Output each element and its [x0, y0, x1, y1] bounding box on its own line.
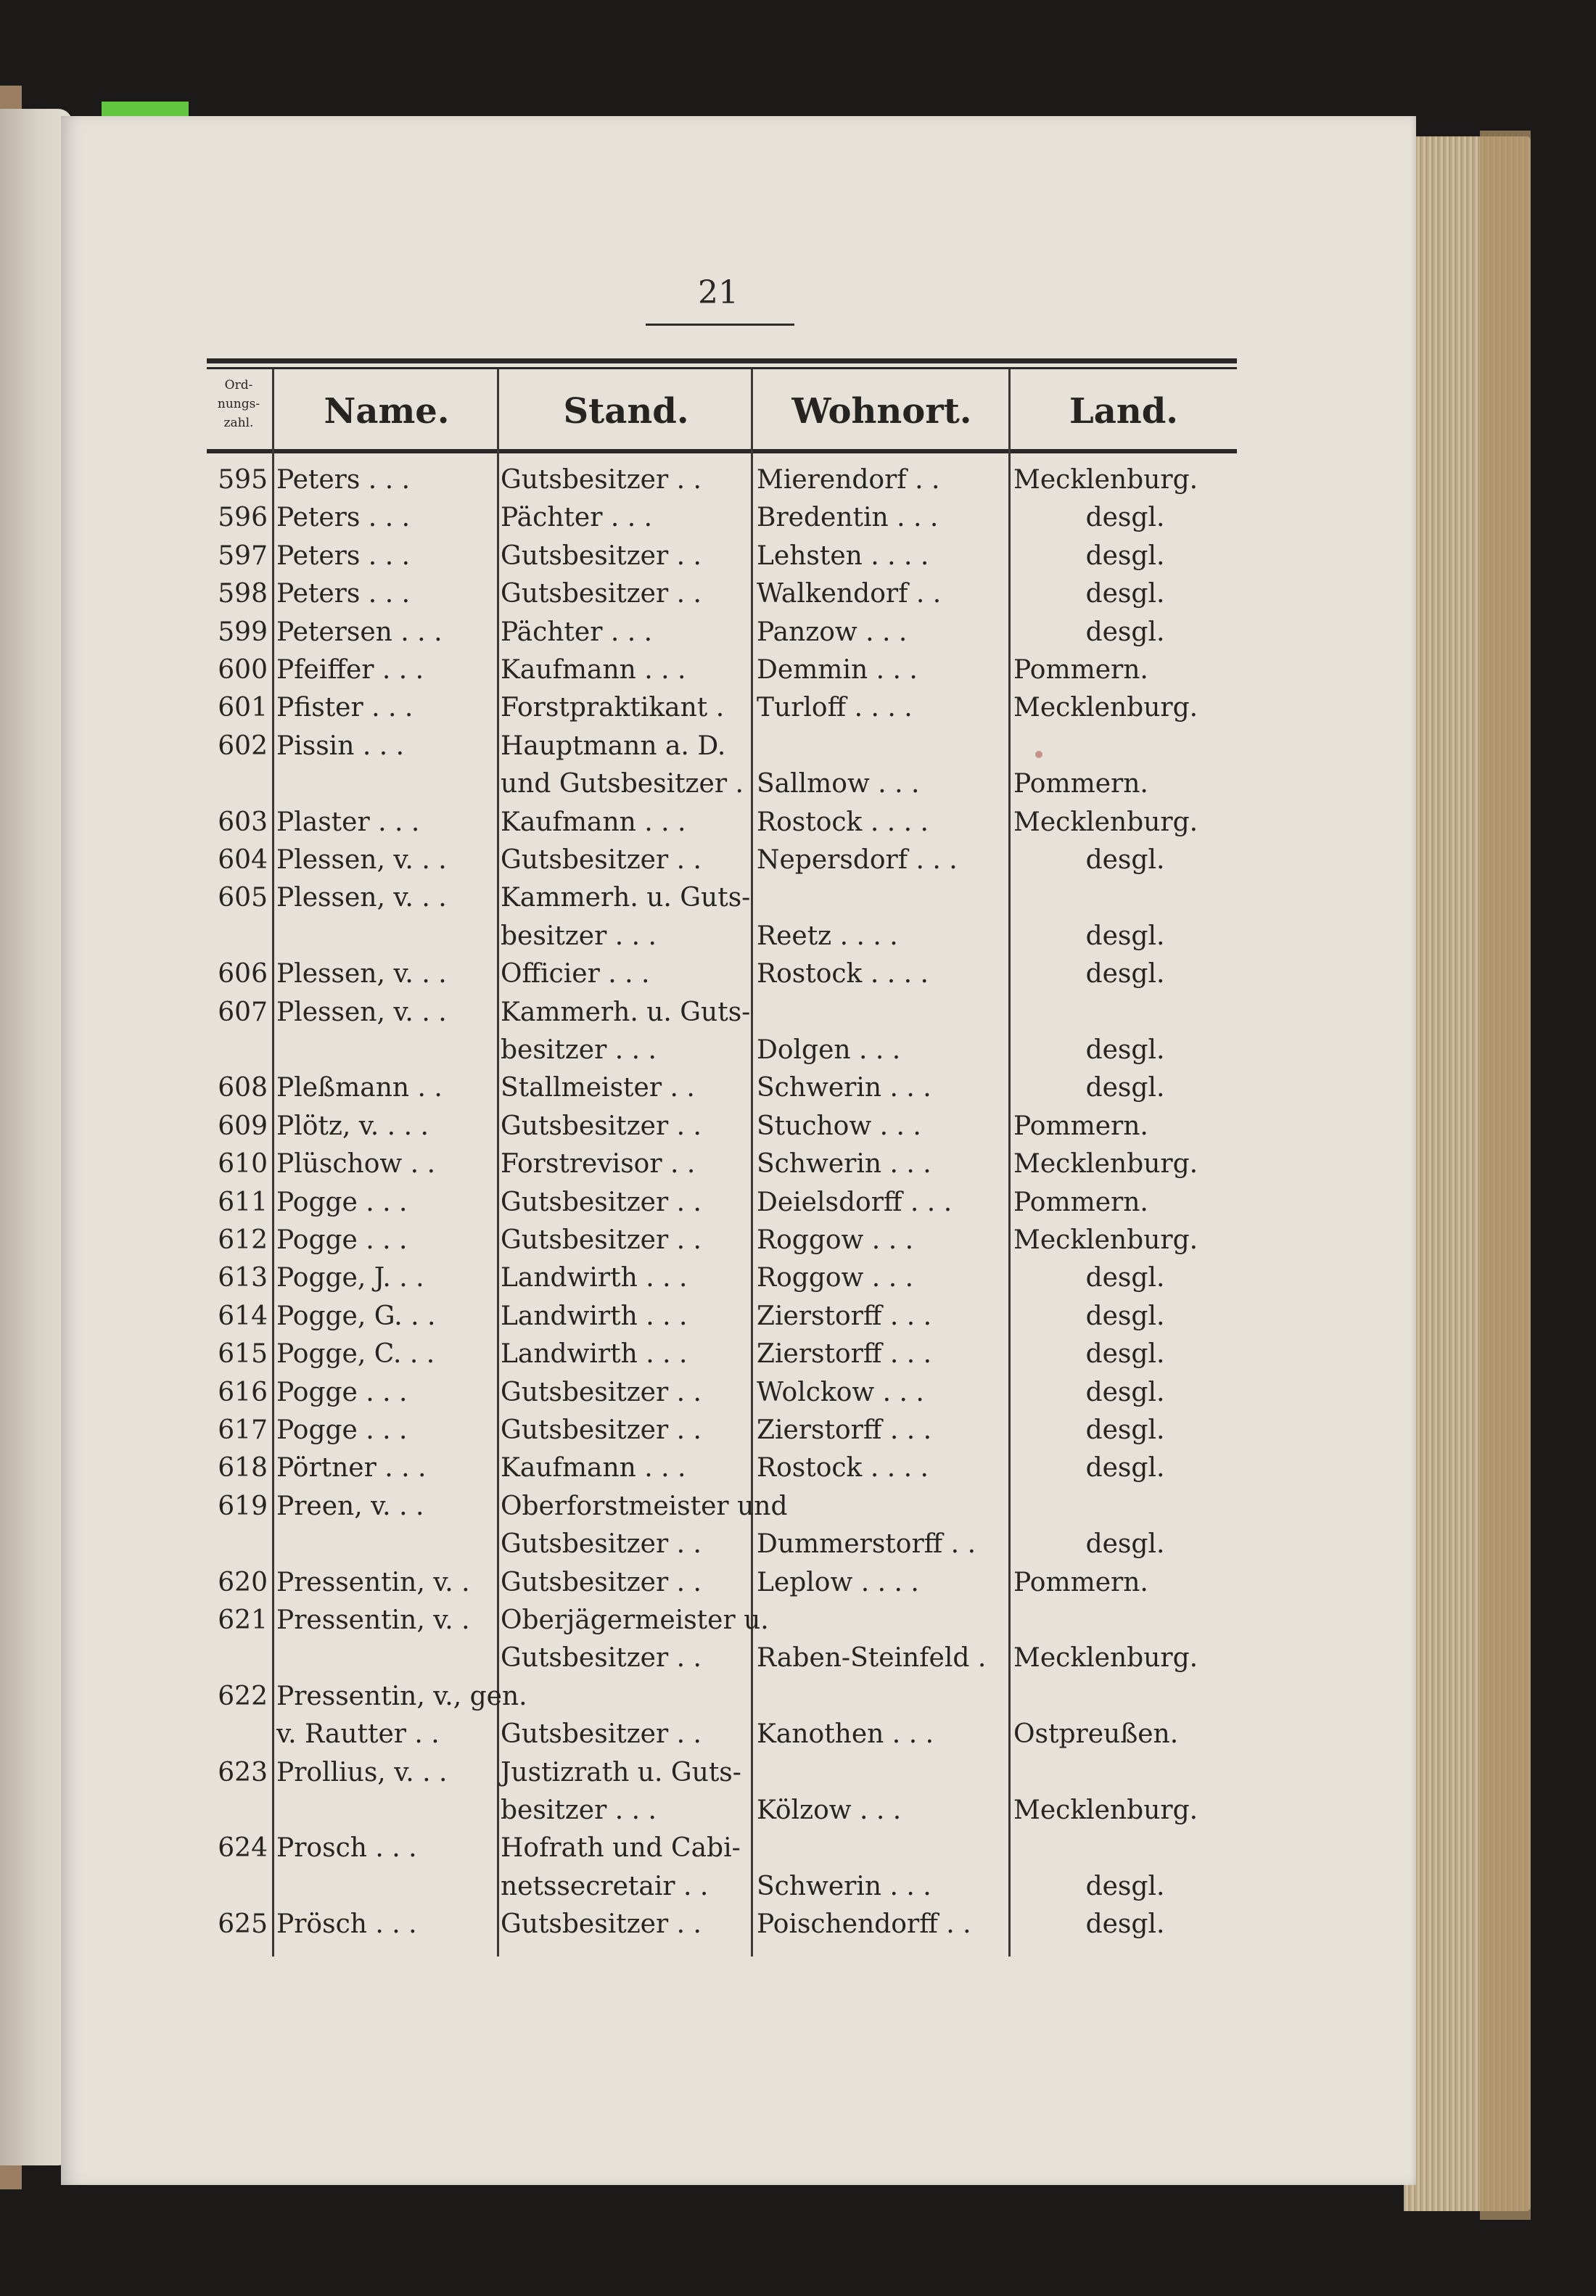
row-number	[207, 765, 268, 803]
row-wohnort: Deielsdorff . . .	[757, 1187, 953, 1217]
table-row	[207, 1069, 1237, 1107]
row-stand: und Gutsbesitzer .	[501, 769, 744, 799]
row-land: desgl.	[1085, 959, 1165, 989]
table-row	[207, 1298, 1237, 1336]
row-name: Preen, v. . .	[276, 1491, 424, 1521]
header-ordnungszahl-line: Ord-	[224, 378, 253, 392]
row-land: desgl.	[1085, 540, 1165, 571]
page-number: 21	[698, 274, 739, 311]
row-name: Pogge . . .	[276, 1187, 408, 1217]
row-wohnort: Zierstorff . . .	[757, 1339, 932, 1370]
table-row	[207, 1259, 1237, 1297]
row-land: desgl.	[1085, 1301, 1165, 1331]
table-row	[207, 499, 1237, 537]
row-land: desgl.	[1085, 1909, 1165, 1940]
row-number	[207, 1792, 268, 1830]
row-land: Mecklenburg.	[1013, 1795, 1198, 1825]
row-land: Mecklenburg.	[1013, 1149, 1198, 1180]
row-stand: Kammerh. u. Guts-	[501, 883, 751, 913]
row-name: Pörtner . . .	[276, 1453, 427, 1484]
row-stand: besitzer . . .	[501, 1035, 657, 1065]
row-stand: Gutsbesitzer . .	[501, 1225, 702, 1255]
row-land: Mecklenburg.	[1013, 693, 1198, 723]
row-number: 617	[218, 1415, 268, 1445]
row-land: Pommern.	[1013, 1567, 1148, 1597]
row-land: desgl.	[1085, 1377, 1165, 1407]
row-number	[207, 1639, 268, 1677]
row-number: 623	[218, 1757, 268, 1787]
row-land	[1013, 728, 1237, 765]
row-name: v. Rautter . .	[276, 1719, 440, 1750]
table-row	[207, 1716, 1237, 1753]
row-stand	[501, 1678, 747, 1716]
row-stand: Kaufmann . . .	[501, 655, 686, 685]
row-land	[1013, 1830, 1237, 1867]
row-name: Pogge, G. . .	[276, 1301, 436, 1331]
row-land: desgl.	[1085, 1529, 1165, 1560]
table-row	[207, 1792, 1237, 1830]
row-name: Pressentin, v. .	[276, 1567, 470, 1597]
row-wohnort	[757, 994, 1007, 1032]
row-wohnort	[757, 1488, 1007, 1526]
table-row	[207, 804, 1237, 842]
row-land: Pommern.	[1013, 655, 1148, 685]
table-row	[207, 765, 1237, 803]
row-number	[207, 1868, 268, 1906]
header-land: Land.	[1069, 390, 1179, 432]
table-row	[207, 538, 1237, 575]
row-wohnort: Schwerin . . .	[757, 1871, 931, 1901]
table-row	[207, 918, 1237, 955]
row-stand: Gutsbesitzer . .	[501, 1719, 702, 1750]
page-stack-shade	[1480, 131, 1531, 2220]
table-row	[207, 1108, 1237, 1145]
row-wohnort: Turloff . . . .	[757, 693, 913, 723]
row-name	[276, 765, 494, 803]
row-number: 597	[218, 540, 268, 571]
row-name	[276, 1639, 494, 1677]
row-name: Pogge, J. . .	[276, 1263, 424, 1293]
table-row	[207, 1678, 1237, 1716]
row-number: 624	[218, 1833, 268, 1864]
row-stand: Gutsbesitzer . .	[501, 1567, 702, 1597]
table-row	[207, 728, 1237, 765]
row-number	[207, 1526, 268, 1563]
row-name: Pfister . . .	[276, 693, 414, 723]
row-wohnort: Dolgen . . .	[757, 1035, 901, 1065]
table-row	[207, 1906, 1237, 1943]
row-number: 609	[218, 1111, 268, 1141]
row-wohnort	[757, 1602, 1007, 1639]
row-name: Prösch . . .	[276, 1909, 417, 1940]
row-wohnort: Mierendorf . .	[757, 465, 940, 495]
row-number: 608	[218, 1073, 268, 1103]
row-land: desgl.	[1085, 1453, 1165, 1484]
row-wohnort: Wolckow . . .	[757, 1377, 924, 1407]
row-name	[276, 1526, 494, 1563]
row-wohnort: Roggow . . .	[757, 1263, 914, 1293]
row-wohnort: Raben-Steinfeld .	[757, 1643, 987, 1674]
row-wohnort	[757, 1830, 1007, 1867]
row-land: Pommern.	[1013, 769, 1148, 799]
row-stand: besitzer . . .	[501, 1795, 657, 1825]
table-row	[207, 1222, 1237, 1259]
row-land	[1013, 1488, 1237, 1526]
row-name: Plessen, v. . .	[276, 997, 447, 1027]
row-name	[276, 918, 494, 955]
row-number: 619	[218, 1491, 268, 1521]
row-land	[1013, 994, 1237, 1032]
row-wohnort: Schwerin . . .	[757, 1149, 931, 1180]
row-name: Peters . . .	[276, 579, 411, 609]
row-name: Plessen, v. . .	[276, 845, 447, 875]
row-stand: Gutsbesitzer . .	[501, 1187, 702, 1217]
row-number: 595	[218, 465, 268, 495]
row-number: 600	[218, 655, 268, 685]
row-stand: netssecretair . .	[501, 1871, 709, 1901]
table-row	[207, 1602, 1237, 1639]
row-number: 604	[218, 845, 268, 875]
row-land: desgl.	[1085, 617, 1165, 647]
row-number: 614	[218, 1301, 268, 1331]
table-row	[207, 1868, 1237, 1906]
row-number: 615	[218, 1339, 268, 1370]
row-stand: Pächter . . .	[501, 617, 653, 647]
row-number: 601	[218, 693, 268, 723]
row-wohnort: Sallmow . . .	[757, 769, 920, 799]
row-number: 625	[218, 1909, 268, 1940]
row-stand: Kaufmann . . .	[501, 807, 686, 837]
row-wohnort: Roggow . . .	[757, 1225, 914, 1255]
table-rule-top	[207, 358, 1237, 363]
page-number-rule	[646, 324, 794, 326]
table-row	[207, 955, 1237, 993]
row-number: 611	[218, 1187, 268, 1217]
row-land: desgl.	[1085, 845, 1165, 875]
table-row	[207, 461, 1237, 499]
row-name: Pressentin, v. .	[276, 1605, 470, 1635]
row-wohnort: Zierstorff . . .	[757, 1415, 932, 1445]
row-stand: Hofrath und Cabi-	[501, 1833, 741, 1864]
row-land: desgl.	[1085, 1263, 1165, 1293]
table-row	[207, 1754, 1237, 1792]
row-number: 613	[218, 1263, 268, 1293]
row-number	[207, 918, 268, 955]
table-row	[207, 1639, 1237, 1677]
row-wohnort: Reetz . . . .	[757, 921, 898, 951]
table-row	[207, 1449, 1237, 1487]
row-number: 616	[218, 1377, 268, 1407]
row-number: 605	[218, 883, 268, 913]
row-number: 612	[218, 1225, 268, 1255]
row-number: 606	[218, 959, 268, 989]
row-number: 618	[218, 1453, 268, 1484]
header-wohnort: Wohnort.	[791, 390, 972, 432]
table-rule-top-thin	[207, 367, 1237, 369]
row-wohnort: Poischendorff . .	[757, 1909, 971, 1940]
row-wohnort: Kölzow . . .	[757, 1795, 902, 1825]
row-name: Pogge . . .	[276, 1415, 408, 1445]
row-name: Plessen, v. . .	[276, 883, 447, 913]
row-land: desgl.	[1085, 579, 1165, 609]
row-stand: Landwirth . . .	[501, 1301, 688, 1331]
row-stand: Oberforstmeister und	[501, 1491, 788, 1521]
row-wohnort: Rostock . . . .	[757, 1453, 929, 1484]
table-row	[207, 1564, 1237, 1602]
row-wohnort: Rostock . . . .	[757, 807, 929, 837]
row-name: Prollius, v. . .	[276, 1757, 448, 1787]
row-number: 598	[218, 579, 268, 609]
row-name: Pissin . . .	[276, 731, 405, 761]
row-name: Pogge . . .	[276, 1377, 408, 1407]
table-row	[207, 1526, 1237, 1563]
row-stand: Gutsbesitzer . .	[501, 1415, 702, 1445]
row-land: desgl.	[1085, 1073, 1165, 1103]
row-stand: Gutsbesitzer . .	[501, 465, 702, 495]
header-ordnungszahl-line: nungs-	[217, 397, 260, 411]
row-wohnort	[757, 728, 1007, 765]
row-stand: Hauptmann a. D.	[501, 731, 726, 761]
row-name: Pogge . . .	[276, 1225, 408, 1255]
row-land: Pommern.	[1013, 1187, 1148, 1217]
table-row	[207, 575, 1237, 613]
row-name: Pleßmann . .	[276, 1073, 443, 1103]
table-row	[207, 1830, 1237, 1867]
row-stand: Forstpraktikant .	[501, 693, 725, 723]
row-wohnort: Walkendorf . .	[757, 579, 942, 609]
table-row	[207, 1412, 1237, 1449]
ink-fleck	[1035, 751, 1042, 758]
row-wohnort: Stuchow . . .	[757, 1111, 921, 1141]
table-row	[207, 842, 1237, 879]
table-row	[207, 879, 1237, 917]
row-wohnort: Demmin . . .	[757, 655, 918, 685]
row-land: Mecklenburg.	[1013, 1643, 1198, 1674]
row-wohnort: Leplow . . . .	[757, 1567, 919, 1597]
row-name: Plüschow . .	[276, 1149, 436, 1180]
row-land	[1013, 1678, 1237, 1716]
row-stand: Gutsbesitzer . .	[501, 1529, 702, 1560]
row-wohnort	[757, 879, 1007, 917]
row-name: Prosch . . .	[276, 1833, 417, 1864]
row-name: Plötz, v. . . .	[276, 1111, 429, 1141]
header-name: Name.	[324, 390, 450, 432]
row-land: Pommern.	[1013, 1111, 1148, 1141]
row-number: 599	[218, 617, 268, 647]
row-stand: Oberjägermeister u.	[501, 1605, 769, 1635]
row-wohnort	[757, 1678, 1007, 1716]
table-row	[207, 1032, 1237, 1069]
row-name: Petersen . . .	[276, 617, 443, 647]
row-stand: Gutsbesitzer . .	[501, 1111, 702, 1141]
row-name: Plaster . . .	[276, 807, 420, 837]
row-stand: Stallmeister . .	[501, 1073, 695, 1103]
row-name: Pressentin, v., gen.	[276, 1681, 527, 1711]
row-number: 602	[218, 731, 268, 761]
table-row	[207, 1374, 1237, 1412]
row-land: desgl.	[1085, 1035, 1165, 1065]
header-ordnungszahl-line: zahl.	[223, 416, 254, 430]
row-wohnort: Bredentin . . .	[757, 503, 939, 533]
row-land: desgl.	[1085, 1415, 1165, 1445]
row-stand: Gutsbesitzer . .	[501, 1643, 702, 1674]
row-land	[1013, 1602, 1237, 1639]
row-name: Pfeiffer . . .	[276, 655, 424, 685]
row-wohnort	[757, 1754, 1007, 1792]
row-wohnort: Panzow . . .	[757, 617, 908, 647]
row-stand: Forstrevisor . .	[501, 1149, 696, 1180]
row-wohnort: Nepersdorf . . .	[757, 845, 958, 875]
row-name: Peters . . .	[276, 540, 411, 571]
row-number: 596	[218, 503, 268, 533]
row-number: 622	[218, 1681, 268, 1711]
row-stand: Kaufmann . . .	[501, 1453, 686, 1484]
table-row	[207, 614, 1237, 651]
table-rule-header	[207, 449, 1237, 453]
row-land: desgl.	[1085, 1871, 1165, 1901]
row-wohnort: Lehsten . . . .	[757, 540, 929, 571]
row-land: Mecklenburg.	[1013, 1225, 1198, 1255]
row-land: desgl.	[1085, 921, 1165, 951]
row-number	[207, 1716, 268, 1753]
row-stand: Kammerh. u. Guts-	[501, 997, 751, 1027]
row-number: 620	[218, 1567, 268, 1597]
row-wohnort: Zierstorff . . .	[757, 1301, 932, 1331]
row-land	[1013, 879, 1237, 917]
row-land	[1013, 1754, 1237, 1792]
row-stand: besitzer . . .	[501, 921, 657, 951]
row-stand: Pächter . . .	[501, 503, 653, 533]
row-land: Ostpreußen.	[1013, 1719, 1179, 1750]
row-stand: Officier . . .	[501, 959, 650, 989]
row-name: Peters . . .	[276, 465, 411, 495]
table-row	[207, 994, 1237, 1032]
table-row	[207, 1336, 1237, 1373]
row-name: Plessen, v. . .	[276, 959, 447, 989]
row-number	[207, 1032, 268, 1069]
row-wohnort: Schwerin . . .	[757, 1073, 931, 1103]
table-row	[207, 689, 1237, 727]
row-name	[276, 1868, 494, 1906]
row-wohnort: Kanothen . . .	[757, 1719, 934, 1750]
header-stand: Stand.	[563, 390, 689, 432]
row-stand: Gutsbesitzer . .	[501, 845, 702, 875]
row-stand: Gutsbesitzer . .	[501, 579, 702, 609]
table-row	[207, 651, 1237, 689]
row-number: 607	[218, 997, 268, 1027]
row-name	[276, 1032, 494, 1069]
row-number: 610	[218, 1149, 268, 1180]
row-stand: Gutsbesitzer . .	[501, 1377, 702, 1407]
row-stand: Landwirth . . .	[501, 1263, 688, 1293]
row-land: Mecklenburg.	[1013, 465, 1198, 495]
row-stand: Justizrath u. Guts-	[501, 1757, 741, 1787]
row-number: 603	[218, 807, 268, 837]
row-wohnort: Dummerstorff . .	[757, 1529, 976, 1560]
row-land: desgl.	[1085, 1339, 1165, 1370]
row-number: 621	[218, 1605, 268, 1635]
row-stand: Gutsbesitzer . .	[501, 1909, 702, 1940]
table-row	[207, 1184, 1237, 1222]
row-land: desgl.	[1085, 503, 1165, 533]
row-name: Peters . . .	[276, 503, 411, 533]
table-row	[207, 1145, 1237, 1183]
row-wohnort: Rostock . . . .	[757, 959, 929, 989]
row-stand: Landwirth . . .	[501, 1339, 688, 1370]
row-name	[276, 1792, 494, 1830]
header-ordnungszahl	[207, 376, 271, 432]
row-name: Pogge, C. . .	[276, 1339, 435, 1370]
table-row	[207, 1488, 1237, 1526]
row-land: Mecklenburg.	[1013, 807, 1198, 837]
row-stand: Gutsbesitzer . .	[501, 540, 702, 571]
